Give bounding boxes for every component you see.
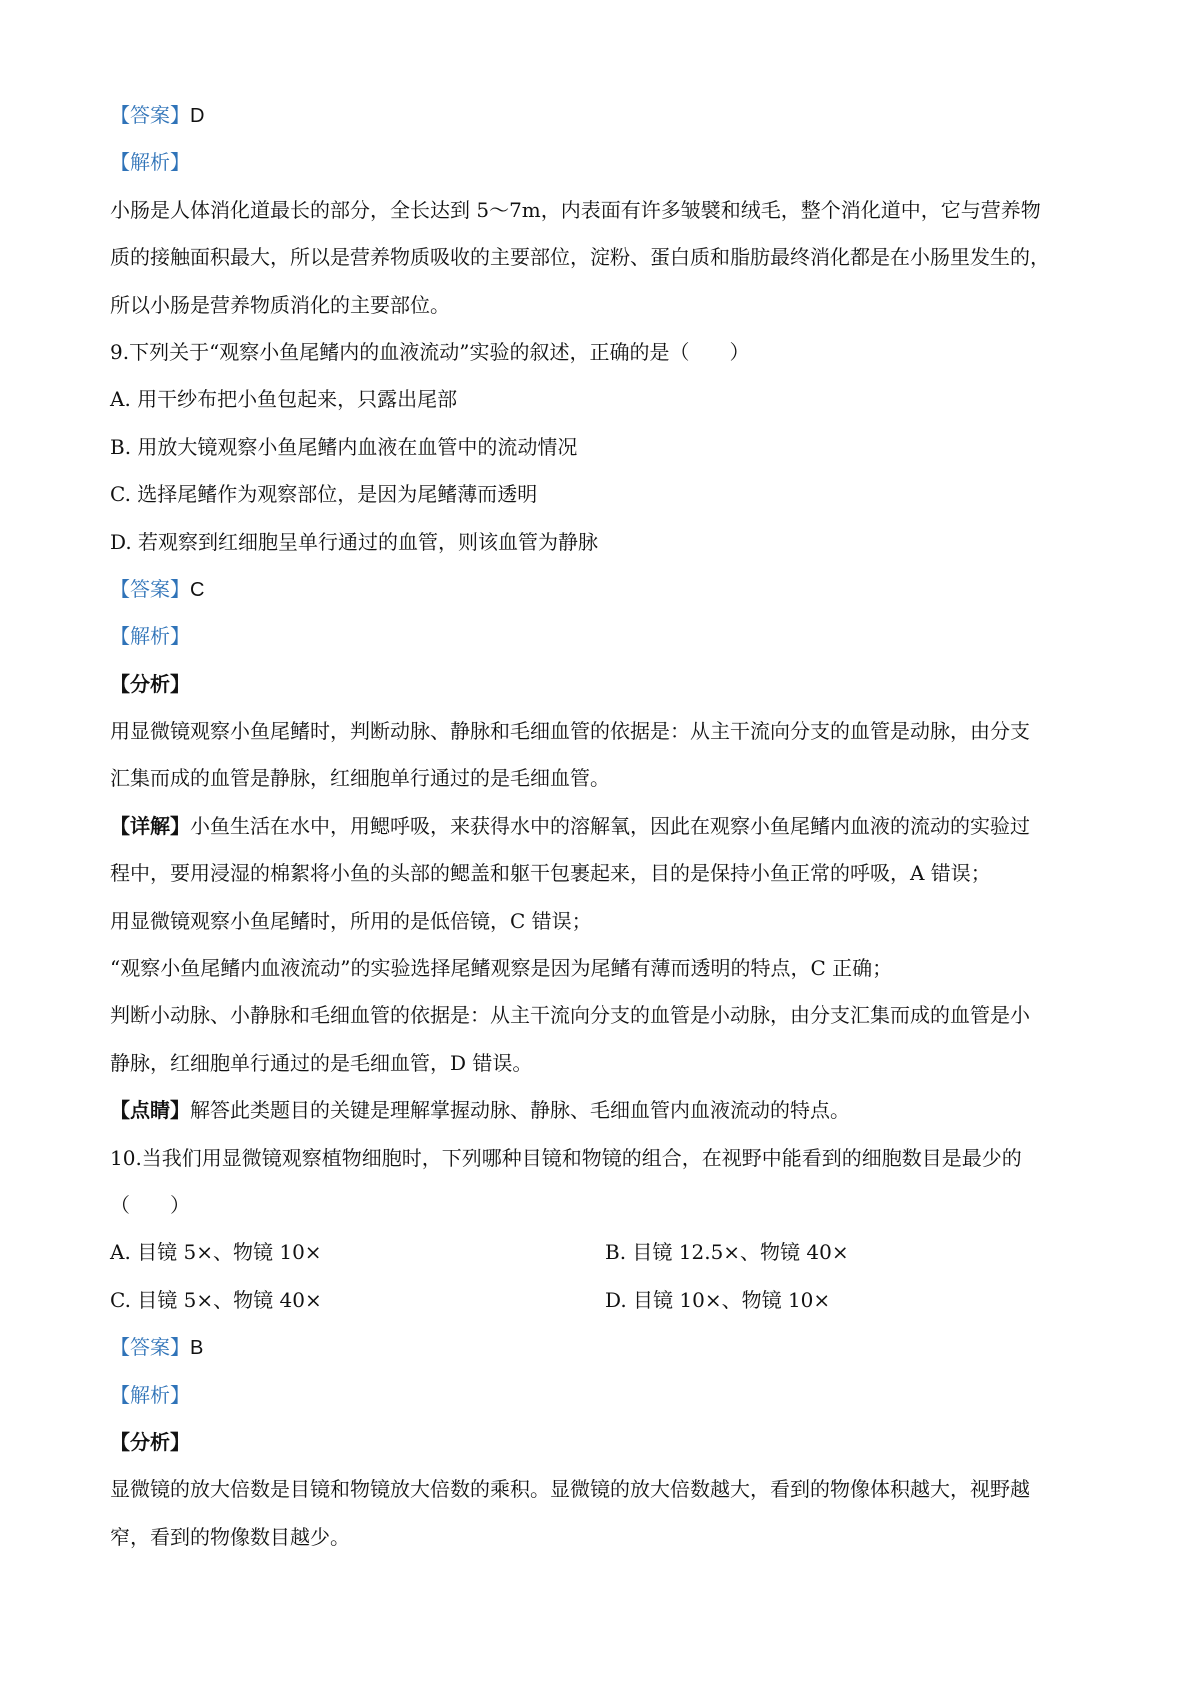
q8-analysis-line: 小肠是人体消化道最长的部分，全长达到 5～7m，内表面有许多皱襞和绒毛，整个消化道中，它与营养物 — [110, 197, 1041, 222]
q9-xiangjie-line: “观察小鱼尾鳍内血液流动”的实验选择尾鳍观察是因为尾鳍有薄而透明的特点，C 正确； — [110, 956, 893, 981]
q10-option-c: C. 目镜 5×、物镜 40× — [110, 1287, 322, 1312]
answer-value: C — [190, 578, 205, 601]
q10-stem: 10.当我们用显微镜观察植物细胞时，下列哪种目镜和物镜的组合，在视野中能看到的细胞数目是最少的 — [110, 1145, 1022, 1170]
q9-stem: 9.下列关于“观察小鱼尾鳍内的血液流动”实验的叙述，正确的是（ ） — [110, 339, 750, 364]
q10-option-a: A. 目镜 5×、物镜 10× — [110, 1240, 322, 1265]
q10-options-row-1 — [110, 1229, 1100, 1276]
answer-value: B — [190, 1337, 204, 1360]
q9-fenxi-tag: 【分析】 — [110, 671, 190, 696]
xiangjie-text: 小鱼生活在水中，用鳃呼吸，来获得水中的溶解氧，因此在观察小鱼尾鳍内血液的流动的实验过 — [190, 813, 1030, 838]
q8-analysis-line: 所以小肠是营养物质消化的主要部位。 — [110, 292, 450, 317]
answer-value: D — [190, 105, 205, 127]
q9-xiangjie — [110, 803, 1100, 850]
q9-dianjing — [110, 1087, 1100, 1134]
q10-answer — [110, 1324, 1100, 1371]
q9-xiangjie-line: 用显微镜观察小鱼尾鳍时，所用的是低倍镜，C 错误； — [110, 908, 592, 933]
dianjing-tag: 【点睛】 — [110, 1098, 190, 1123]
q10-options-row-2 — [110, 1277, 1100, 1324]
q9-option-d: D. 若观察到红细胞呈单行通过的血管，则该血管为静脉 — [110, 529, 599, 554]
q9-xiangjie-line: 判断小动脉、小静脉和毛细血管的依据是：从主干流向分支的血管是小动脉，由分支汇集而成的血管是小 — [110, 1003, 1030, 1028]
q9-option-a: A. 用干纱布把小鱼包起来，只露出尾部 — [110, 387, 458, 412]
dianjing-text: 解答此类题目的关键是理解掌握动脉、静脉、毛细血管内血液流动的特点。 — [190, 1098, 850, 1123]
answer-tag: 【答案】 — [110, 1335, 190, 1360]
q10-option-d: D. 目镜 10×、物镜 10× — [605, 1287, 831, 1312]
q10-fenxi-line: 窄，看到的物像数目越少。 — [110, 1524, 350, 1549]
q9-option-c: C. 选择尾鳍作为观察部位，是因为尾鳍薄而透明 — [110, 482, 538, 507]
q9-fenxi-line: 汇集而成的血管是静脉，红细胞单行通过的是毛细血管。 — [110, 766, 610, 791]
q9-option-b: B. 用放大镜观察小鱼尾鳍内血液在血管中的流动情况 — [110, 434, 578, 459]
q10-fenxi-tag: 【分析】 — [110, 1429, 190, 1454]
q9-xiangjie-line: 静脉，红细胞单行通过的是毛细血管，D 错误。 — [110, 1050, 533, 1075]
q10-option-b: B. 目镜 12.5×、物镜 40× — [605, 1240, 849, 1265]
answer-tag: 【答案】 — [110, 576, 190, 601]
answer-tag: 【答案】 — [110, 103, 190, 127]
q9-analysis-tag: 【解析】 — [110, 624, 190, 649]
q10-fenxi-line: 显微镜的放大倍数是目镜和物镜放大倍数的乘积。显微镜的放大倍数越大，看到的物像体积越大，视野越 — [110, 1477, 1030, 1502]
q9-answer — [110, 566, 1100, 613]
q9-xiangjie-line: 程中，要用浸湿的棉絮将小鱼的头部的鳃盖和躯干包裹起来，目的是保持小鱼正常的呼吸，A 错误； — [110, 861, 991, 886]
q10-analysis-tag: 【解析】 — [110, 1382, 190, 1407]
xiangjie-tag: 【详解】 — [110, 813, 190, 838]
q10-stem-paren: （ ） — [110, 1192, 190, 1217]
q8-analysis-tag: 【解析】 — [110, 150, 190, 175]
document-page — [110, 92, 1100, 1561]
q8-analysis-line: 质的接触面积最大，所以是营养物质吸收的主要部位，淀粉、蛋白质和脂肪最终消化都是在小肠里发生的， — [110, 245, 1050, 270]
q8-answer — [110, 92, 1100, 139]
q9-fenxi-line: 用显微镜观察小鱼尾鳍时，判断动脉、静脉和毛细血管的依据是：从主干流向分支的血管是动脉，由分支 — [110, 719, 1030, 744]
